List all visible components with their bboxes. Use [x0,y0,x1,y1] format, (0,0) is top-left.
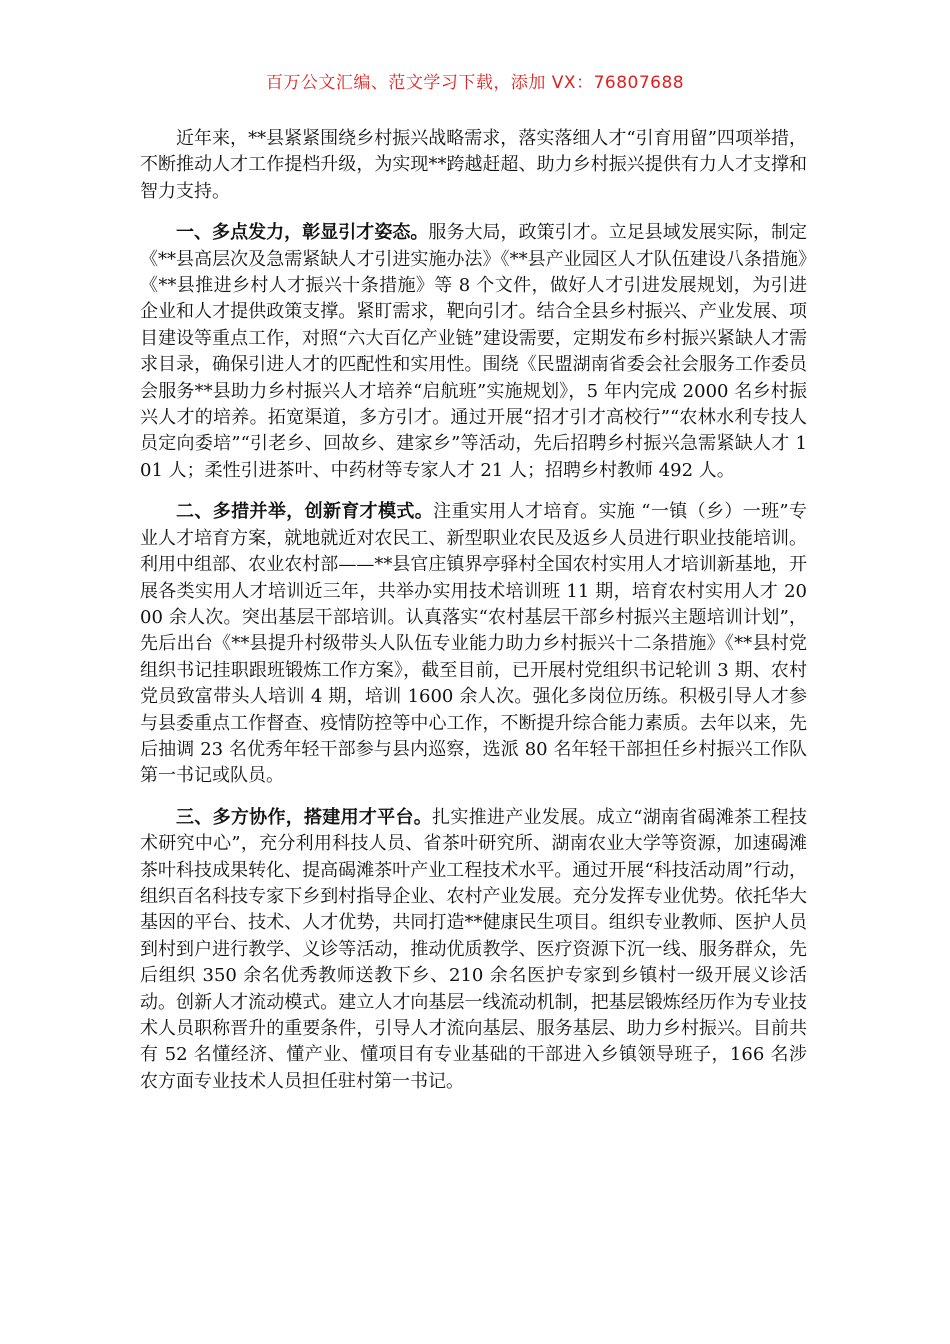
section-heading: 一、多点发力，彰显引才姿态。 [176,222,429,244]
paragraph-text: 扎实推进产业发展。成立“湖南省碣滩茶工程技术研究中心”，充分利用科技人员、省茶叶研究所、湖南农业大学等资源，加速碣滩茶叶科技成果转化、提高碣滩茶叶产业工程技术水平。通过开展“科技活动周”行动，组织百名科技专家下乡到村指导企业、农村产业发展。充分发挥专业优势。依托华大基因的平台、技术、人才优势，共同打造**健康民生项目。组织专业教师、医护人员到村到户进行教学、义诊等活动，推动优质教学、医疗资源下沉一线、服务群众，先后组织 350 余名优秀教师送教下乡、210 余名医护专家到乡镇村一级开展义诊活动。创新人才流动模式。建立人才向基层一线流动机制，把基层锻炼经历作为专业技术人员职称晋升的重要条件，引导人才流向基层、服务基层、助力乡村振兴。目前共有 52 名懂经济、懂产业、懂项目有专业基础的干部进入乡镇领导班子，166 名涉农方面专业技术人员担任驻村第一书记。 [140,806,808,1092]
paragraph-text: 服务大局，政策引才。立足县域发展实际，制定《**县高层次及急需紧缺人才引进实施办法》《**县产业园区人才队伍建设八条措施》《**县推进乡村人才振兴十条措施》等 8 个文件，做好人才引进发展规划，为引进企业和人才提供政策支撑。紧盯需求，靶向引才。结合全县乡村振兴、产业发展、项目建设等重点工作，对照“六大百亿产业链”建设需要，定期发布乡村振兴紧缺人才需求目录，确保引进人才的匹配性和实用性。围绕《民盟湖南省委会社会服务工作委员会服务**县助力乡村振兴人才培养“启航班”实施规划》，5 年内完成 2000 名乡村振兴人才的培养。拓宽渠道，多方引才。通过开展“招才引才高校行”“农林水利专技人员定向委培”“引老乡、回故乡、建家乡”等活动，先后招聘乡村振兴急需紧缺人才 101 人；柔性引进茶叶、中药材等专家人才 21 人；招聘乡村教师 492 人。 [140,222,808,481]
paragraph-text: 注重实用人才培育。实施 “一镇（乡）一班”专业人才培育方案，就地就近对农民工、新型职业农民及返乡人员进行职业技能培训。利用中组部、农业农村部——**县官庄镇界亭驿村全国农村实用人才培训新基地，开展各类实用人才培训近三年，共举办实用技术培训班 11 期，培育农村实用人才 2000 余人次。突出基层干部培训。认真落实“农村基层干部乡村振兴主题培训计划”，先后出台《**县提升村级带头人队伍专业能力助力乡村振兴十二条措施》《**县村党组织书记挂职跟班锻炼工作方案》，截至目前，已开展村党组织书记轮训 3 期、农村党员致富带头人培训 4 期，培训 1600 余人次。强化多岗位历练。积极引导人才参与县委重点工作督查、疫情防控等中心工作，不断提升综合能力素质。去年以来，先后抽调 23 名优秀年轻干部参与县内巡察，选派 80 名年轻干部担任乡村振兴工作队第一书记或队员。 [140,501,808,787]
paragraph-intro [140,126,807,205]
document-body [140,126,807,1110]
paragraph-text: 近年来，**县紧紧围绕乡村振兴战略需求，落实落细人才“引育用留”四项举措，不断推动人才工作提档升级，为实现**跨越赶超、助力乡村振兴提供有力人才支撑和智力支持。 [140,128,807,202]
section-heading: 三、多方协作，搭建用才平台。 [176,806,433,828]
section-heading: 二、多措并举，创新育才模式。 [176,501,434,523]
header-watermark: 百万公文汇编、范文学习下载，添加 VX：76807688 [265,73,685,93]
paragraph-section-3 [140,805,807,1095]
paragraph-section-2 [140,499,807,789]
paragraph-section-1 [140,220,807,484]
